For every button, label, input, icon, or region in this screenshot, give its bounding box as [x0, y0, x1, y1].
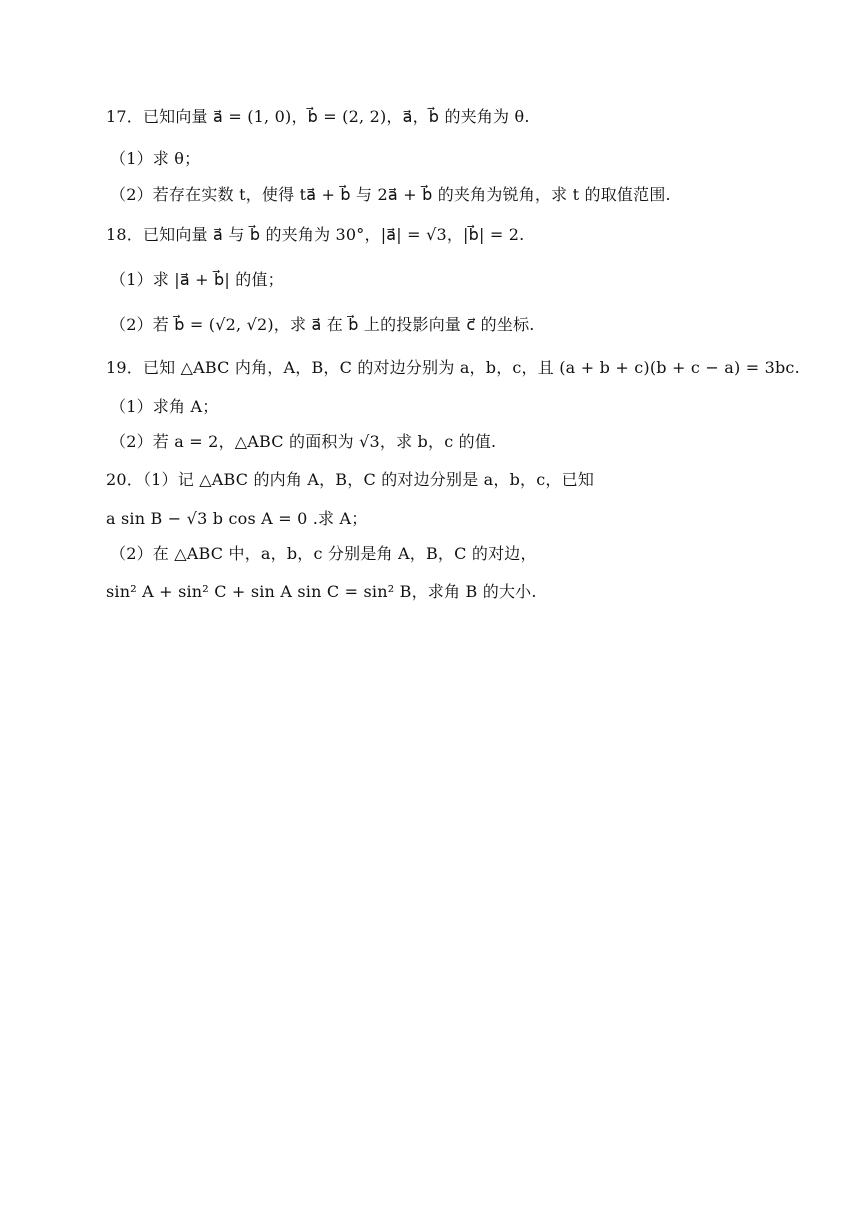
question-18-part-1: （1）求 |a⃗ + b⃗| 的值； [110, 270, 284, 289]
question-18-part-2: （2）若 b⃗ = (√2, √2)，求 a⃗ 在 b⃗ 上的投影向量 c⃗ 的坐标. [110, 315, 535, 334]
question-20-part-1: 20．（1）记 △ABC 的内角 A，B，C 的对边分别是 a，b，c，已知 [106, 470, 595, 489]
question-19-part-1: （1）求角 A； [110, 397, 219, 416]
question-20-part-2-continued: sin² A + sin² C + sin A sin C = sin² B，求角 B 的大小. [106, 582, 537, 601]
question-17-part-1: （1）求 θ； [110, 149, 201, 168]
question-20-part-2: （2）在 △ABC 中，a，b，c 分别是角 A，B，C 的对边， [110, 544, 537, 563]
question-17-part-2: （2）若存在实数 t，使得 ta⃗ + b⃗ 与 2a⃗ + b⃗ 的夹角为锐角，求 t 的取值范围. [110, 185, 671, 204]
question-19: 19．已知 △ABC 内角，A，B，C 的对边分别为 a，b，c，且 (a + b + c)(b + c − a) = 3bc. [106, 358, 800, 377]
question-17: 17．已知向量 a⃗ = (1, 0)，b⃗ = (2, 2)，a⃗，b⃗ 的夹角为 θ. [106, 107, 530, 126]
question-19-part-2: （2）若 a = 2，△ABC 的面积为 √3，求 b，c 的值. [110, 432, 497, 451]
question-18: 18．已知向量 a⃗ 与 b⃗ 的夹角为 30°，|a⃗| = √3，|b⃗| = 2. [106, 225, 525, 244]
question-20-part-1-continued: a sin B − √3 b cos A = 0 .求 A； [106, 509, 368, 528]
